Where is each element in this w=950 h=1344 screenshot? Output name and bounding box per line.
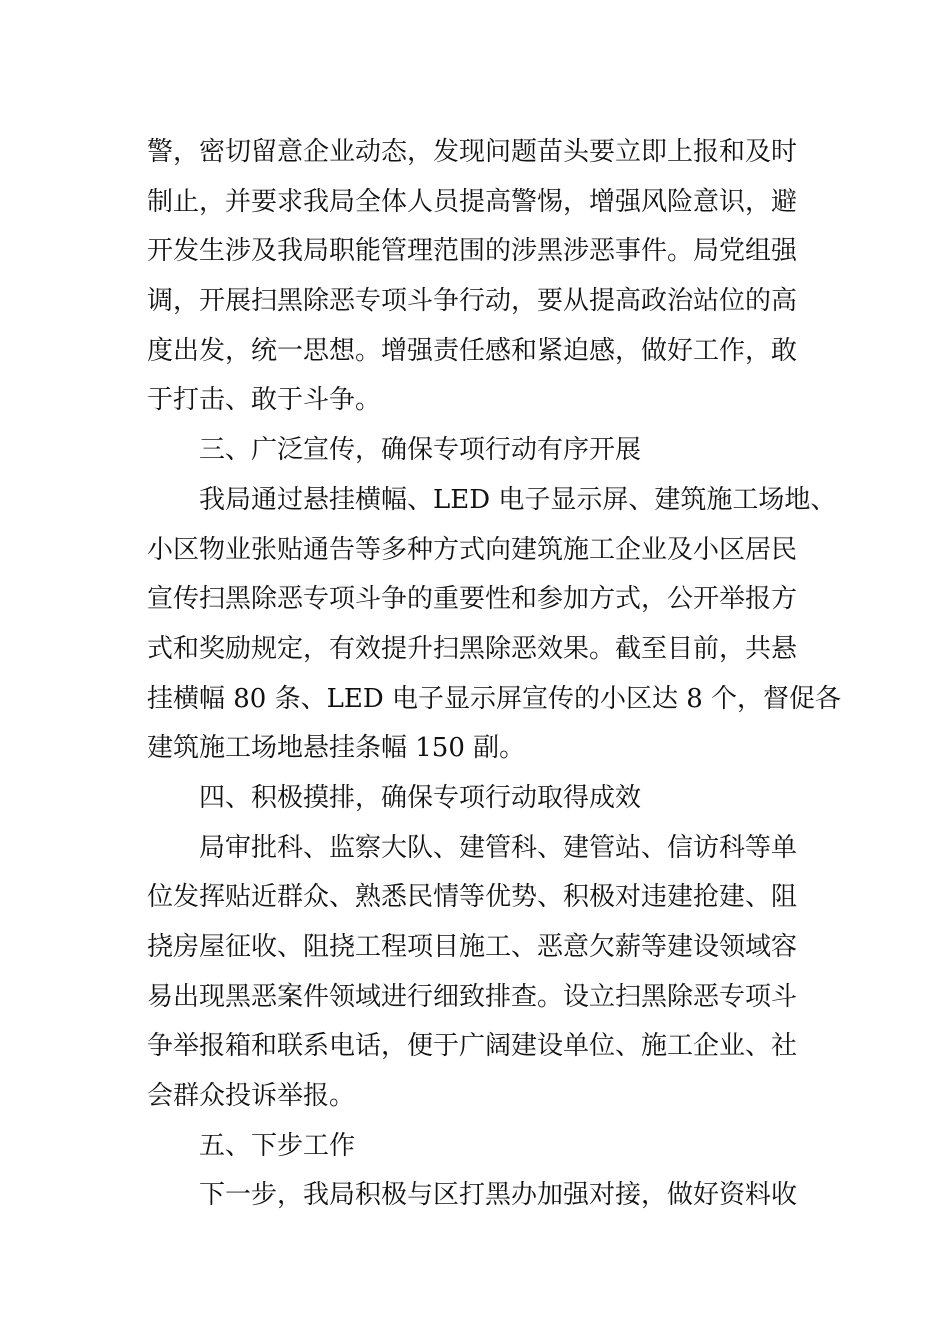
body-line: 会群众投诉举报。 [147,1081,356,1112]
body-line: 于打击、敢于斗争。 [147,385,382,416]
body-line: 易出现黑恶案件领域进行细致排查。设立扫黑除恶专项斗 [147,981,798,1012]
body-line: 位发挥贴近群众、熟悉民情等优势、积极对违建抢建、阻 [147,882,798,913]
section-heading-5: 五、下步工作 [199,1130,356,1161]
body-line: 我局通过悬挂横幅、LED 电子显示屏、建筑施工场地、 [199,484,837,515]
body-line: 开发生涉及我局职能管理范围的涉黑涉恶事件。局党组强 [147,236,798,267]
body-line: 式和奖励规定，有效提升扫黑除恶效果。截至目前，共悬 [147,633,798,664]
body-line: 挠房屋征收、阻挠工程项目施工、恶意欠薪等建设领域容 [147,932,798,962]
body-line: 挂横幅 80 条、LED 电子显示屏宣传的小区达 8 个，督促各 [147,683,842,714]
body-line: 建筑施工场地悬挂条幅 150 副。 [147,733,526,764]
body-line: 警，密切留意企业动态，发现问题苗头要立即上报和及时 [147,137,798,167]
body-line: 下一步，我局积极与区打黑办加强对接，做好资料收 [199,1180,798,1211]
body-line: 调，开展扫黑除恶专项斗争行动，要从提高政治站位的高 [147,286,798,317]
section-heading-3: 三、广泛宣传，确保专项行动有序开展 [199,435,642,466]
body-line: 小区物业张贴通告等多种方式向建筑施工企业及小区居民 [147,534,798,565]
body-line: 宣传扫黑除恶专项斗争的重要性和参加方式，公开举报方 [147,584,798,615]
body-line: 局审批科、监察大队、建管科、建管站、信访科等单 [199,832,798,863]
section-heading-4: 四、积极摸排，确保专项行动取得成效 [199,782,642,813]
document-body [147,128,842,1221]
body-line: 争举报箱和联系电话，便于广阔建设单位、施工企业、社 [147,1031,798,1062]
body-line: 制止，并要求我局全体人员提高警惕，增强风险意识，避 [147,186,798,217]
body-line: 度出发，统一思想。增强责任感和紧迫感，做好工作，敢 [147,335,798,366]
